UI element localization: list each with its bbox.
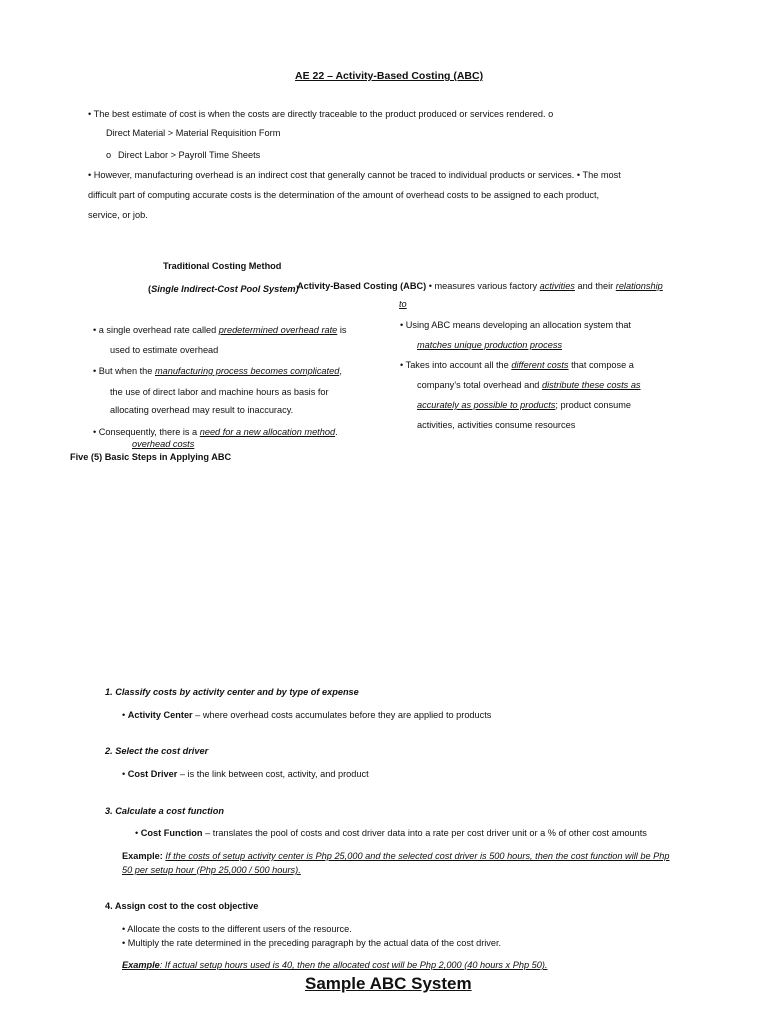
step-4-bullet-2: • Multiply the rate determined in the preceding paragraph by the actual data of the cost driver. bbox=[122, 938, 502, 948]
traditional-bullet-1: • a single overhead rate called predetermined overhead rate is bbox=[93, 325, 347, 335]
step-2-bullet: • Cost Driver – is the link between cost, activity, and product bbox=[122, 769, 369, 779]
intro-line-4: • However, manufacturing overhead is an indirect cost that generally cannot be traced to individual products or services. • The most bbox=[88, 170, 621, 180]
traditional-bullet-1-cont: used to estimate overhead bbox=[110, 345, 219, 355]
traditional-heading: Traditional Costing Method bbox=[163, 261, 282, 271]
intro-line-1: • The best estimate of cost is when the costs are directly traceable to the product produced or services rendered. o bbox=[88, 109, 554, 119]
step-3-bullet: • Cost Function – translates the pool of costs and cost driver data into a rate per cost driver unit or a % of other cost amounts bbox=[135, 828, 647, 838]
step-2-heading: 2. Select the cost driver bbox=[105, 746, 209, 756]
intro-bullet-o: o bbox=[106, 150, 112, 160]
abc-heading-line: Activity-Based Costing (ABC) • measures various factory activities and their relationship bbox=[297, 281, 663, 291]
abc-bullet-2: • Takes into account all the different costs that compose a bbox=[400, 360, 634, 370]
abc-bullet-1-cont: matches unique production process bbox=[417, 340, 563, 350]
abc-bullet-2-cont-2: accurately as possible to products; product consume bbox=[417, 400, 631, 410]
traditional-bullet-3: • Consequently, there is a need for a new allocation method. bbox=[93, 427, 338, 437]
intro-line-3: Direct Labor > Payroll Time Sheets bbox=[118, 150, 261, 160]
page-title: AE 22 – Activity-Based Costing (ABC) bbox=[295, 70, 484, 82]
step-3-example: Example: If the costs of setup activity center is Php 25,000 and the selected cost driver is 500 hours, then the cost function will be Php bbox=[122, 851, 670, 861]
step-4-heading: 4. Assign cost to the cost objective bbox=[105, 901, 259, 911]
five-steps-heading: Five (5) Basic Steps in Applying ABC bbox=[70, 452, 232, 462]
step-4-bullet-1: • Allocate the costs to the different users of the resource. bbox=[122, 924, 352, 934]
step-4-example: Example: If actual setup hours used is 40, then the allocated cost will be Php 2,000 (40 hours x Php 50). bbox=[122, 960, 548, 970]
step-1-bullet: • Activity Center – where overhead costs accumulates before they are applied to products bbox=[122, 710, 492, 720]
traditional-bullet-2-cont-2: allocating overhead may result to inaccuracy. bbox=[110, 405, 294, 415]
traditional-bullet-3-cont: overhead costs bbox=[132, 439, 195, 449]
traditional-bullet-2: • But when the manufacturing process becomes complicated, bbox=[93, 366, 342, 376]
traditional-bullet-2-cont-1: the use of direct labor and machine hours as basis for bbox=[110, 387, 329, 397]
step-1-heading: 1. Classify costs by activity center and by type of expense bbox=[105, 687, 359, 697]
intro-line-2: Direct Material > Material Requisition Form bbox=[106, 128, 281, 138]
abc-bullet-2-cont-3: activities, activities consume resources bbox=[417, 420, 576, 430]
abc-heading-cont: to bbox=[399, 299, 407, 309]
step-3-example-cont: 50 per setup hour (Php 25,000 / 500 hours). bbox=[122, 865, 301, 875]
intro-line-6: service, or job. bbox=[88, 210, 148, 220]
sample-abc-system-title: Sample ABC System bbox=[305, 974, 472, 993]
step-3-heading: 3. Calculate a cost function bbox=[105, 806, 224, 816]
intro-line-5: difficult part of computing accurate costs is the determination of the amount of overhead costs to be assigned to each product, bbox=[88, 190, 600, 200]
abc-bullet-2-cont-1: company’s total overhead and distribute these costs as bbox=[417, 380, 641, 390]
traditional-subheading: (Single Indirect-Cost Pool System) bbox=[148, 284, 299, 294]
abc-bullet-1: • Using ABC means developing an allocation system that bbox=[400, 320, 631, 330]
